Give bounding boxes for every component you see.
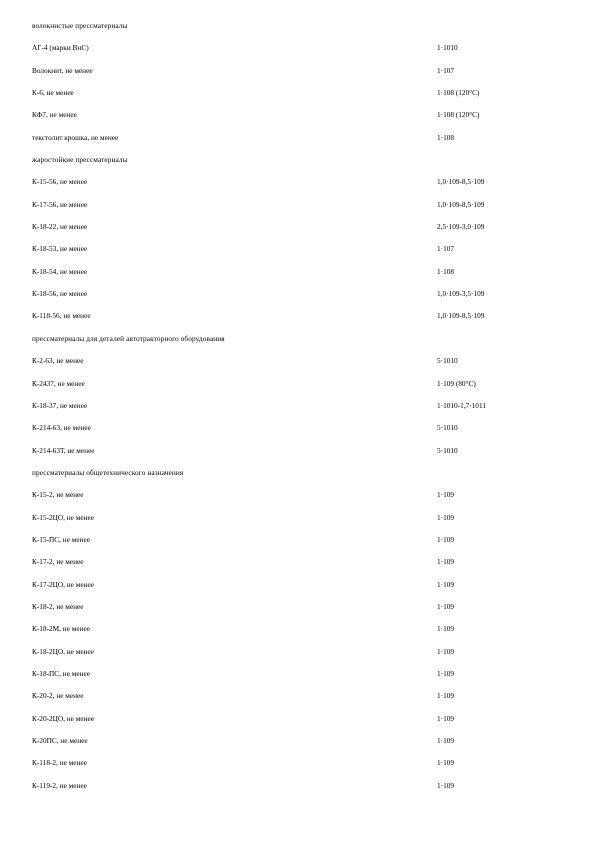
row-name: К-119-2, не менее <box>32 780 87 790</box>
row-name: К-15-2ЦО, не менее <box>32 512 94 522</box>
row-name: К-20ПС, не менее <box>32 736 88 745</box>
table-row <box>32 287 572 309</box>
row-name: К-118-56, не менее <box>32 311 91 321</box>
row-value: 1·109 <box>437 512 455 522</box>
row-name: К-15-56, не менее <box>32 177 88 187</box>
row-name: К-18-ПС, не менее <box>32 668 91 678</box>
row-value: 1·109 (80°С) <box>437 378 476 388</box>
row-value: 5·1010 <box>437 423 458 433</box>
row-value: 5·1010 <box>437 356 458 366</box>
table-row <box>32 64 572 86</box>
section-heading <box>32 153 572 175</box>
row-name: К-20-2ЦО, не менее <box>32 713 94 723</box>
row-value: 1,0·109-8,5·109 <box>437 177 485 187</box>
table-row <box>32 242 572 264</box>
table-row <box>32 175 572 197</box>
row-value: 1,0·109-8,5·109 <box>437 199 485 209</box>
row-value: 1·107 <box>437 65 455 75</box>
row-value: 1·108 (120°С) <box>437 110 480 120</box>
row-name: волокнистые прессматериалы <box>32 21 128 30</box>
row-name: К-6, не менее <box>32 88 74 98</box>
section-heading <box>32 466 572 488</box>
table-row <box>32 622 572 644</box>
row-value: 1·108 (120°С) <box>437 88 480 98</box>
row-name: К-2437, не менее <box>32 378 85 388</box>
row-name: К-17-2, не менее <box>32 557 84 567</box>
table-row <box>32 779 572 801</box>
row-value: 1·109 <box>437 557 455 567</box>
row-value: 1·109 <box>437 736 455 745</box>
table-row <box>32 689 572 711</box>
row-value: 2,5·109-3,0·109 <box>437 222 485 232</box>
row-value: 1·109 <box>437 624 455 634</box>
table-row <box>32 667 572 689</box>
row-value: 1·107 <box>437 244 455 254</box>
table-row <box>32 511 572 533</box>
row-name: жаростойкие прессматериалы <box>32 155 128 165</box>
resistivity-table <box>32 19 572 801</box>
row-value: 1·108 <box>437 266 455 276</box>
row-value: 1·108 <box>437 132 455 142</box>
row-name: К-18-2ЦО, не менее <box>32 646 94 656</box>
table-row <box>32 309 572 331</box>
row-name: К-15-ПС, не менее <box>32 534 91 544</box>
table-row <box>32 131 572 153</box>
row-name: К-17-56, не менее <box>32 199 88 209</box>
table-row <box>32 444 572 466</box>
row-value: 1·1010-1,7·1011 <box>437 400 486 410</box>
row-name: Волокнит, не менее <box>32 65 93 75</box>
row-name: текстолит крошка, не менее <box>32 132 119 142</box>
table-row <box>32 220 572 242</box>
row-value: 1·109 <box>437 601 455 611</box>
row-value: 1·109 <box>437 534 455 544</box>
row-name: К-17-2ЦО, не менее <box>32 579 94 589</box>
row-value: 1·109 <box>437 668 455 678</box>
row-name: К-18-2, не менее <box>32 601 84 611</box>
row-value: 1·109 <box>437 713 455 723</box>
table-row <box>32 354 572 376</box>
row-name: К-18-2М, не менее <box>32 624 91 634</box>
row-value: 1·1010 <box>437 43 458 53</box>
row-value: 1·109 <box>437 758 455 768</box>
table-row <box>32 86 572 108</box>
row-name: К-18-37, не менее <box>32 400 88 410</box>
row-name: К-118-2, не менее <box>32 758 87 768</box>
row-name: К-18-53, не менее <box>32 244 88 254</box>
row-value: 1,0·109-8,5·109 <box>437 311 485 321</box>
table-row <box>32 533 572 555</box>
row-name: К-20-2, не менее <box>32 691 84 701</box>
table-row <box>32 265 572 287</box>
row-name: К-18-54, не менее <box>32 266 88 276</box>
row-name: АГ-4 (марки ВнС) <box>32 43 89 53</box>
row-name: прессматериалы общетехнического назначения <box>32 467 184 477</box>
row-value: 1·109 <box>437 780 455 790</box>
table-row <box>32 600 572 622</box>
row-value: 1·109 <box>437 646 455 656</box>
row-name: К-18-22, не менее <box>32 222 88 232</box>
row-value: 5·1010 <box>437 445 458 455</box>
row-name: К-214-63, не менее <box>32 423 91 433</box>
row-value: 1·109 <box>437 691 455 701</box>
table-row <box>32 421 572 443</box>
table-row <box>32 578 572 600</box>
table-row <box>32 712 572 734</box>
row-value: 1,0·109-3,5·109 <box>437 289 485 299</box>
table-row <box>32 108 572 130</box>
table-row <box>32 399 572 421</box>
table-row <box>32 555 572 577</box>
row-name: К-2-63, не менее <box>32 356 84 366</box>
row-name: К-15-2, не менее <box>32 490 84 500</box>
table-row <box>32 198 572 220</box>
table-row <box>32 645 572 667</box>
section-heading <box>32 19 572 41</box>
table-row <box>32 377 572 399</box>
table-row <box>32 734 572 756</box>
section-heading <box>32 332 572 354</box>
row-name: К-18-56, не менее <box>32 289 88 299</box>
table-row <box>32 756 572 778</box>
row-value: 1·109 <box>437 490 455 500</box>
row-name: КФ7, не менее <box>32 110 77 120</box>
row-name: прессматериалы для деталей автотракторного оборудования <box>32 333 225 343</box>
table-row <box>32 41 572 63</box>
row-value: 1·109 <box>437 579 455 589</box>
table-row <box>32 488 572 510</box>
row-name: К-214-63Т, не менее <box>32 445 95 455</box>
